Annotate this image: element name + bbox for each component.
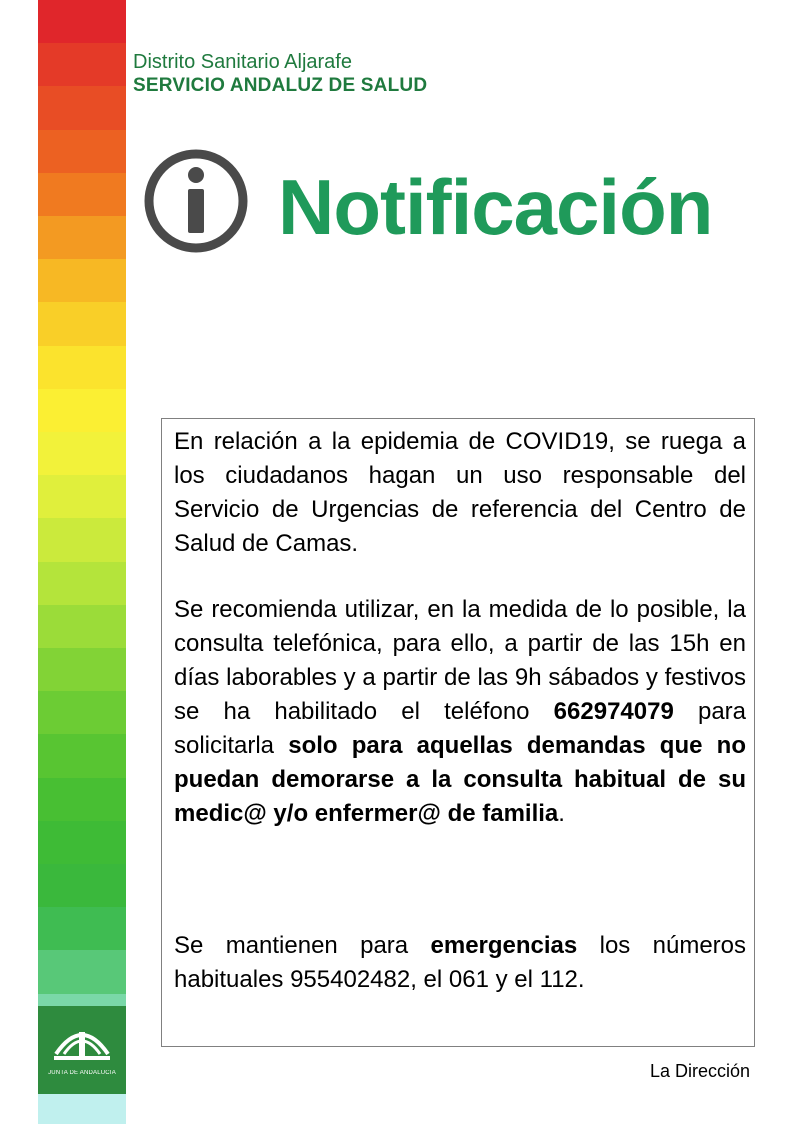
service-name: SERVICIO ANDALUZ DE SALUD xyxy=(133,75,428,96)
signature: La Dirección xyxy=(649,1061,750,1081)
notice-box xyxy=(161,418,755,1047)
stripe-band xyxy=(38,691,126,735)
stripe-band xyxy=(38,86,126,130)
stripe-band xyxy=(38,0,126,44)
stripe-band xyxy=(38,259,126,303)
p2-emphasis: solo para aquellas demandas que no puedan demorarse a la consulta habitual de su medic@ y/o enfermer@ de familia xyxy=(174,732,746,827)
stripe-band xyxy=(38,648,126,692)
header xyxy=(133,50,427,98)
p2-end: . xyxy=(558,800,565,827)
stripe-band xyxy=(38,346,126,390)
stripe-band xyxy=(38,518,126,562)
stripe-band xyxy=(38,173,126,217)
stripe-band xyxy=(38,605,126,649)
stripe-band xyxy=(38,432,126,476)
p2-text-2: para solicitarla xyxy=(174,698,747,759)
logo-text: JUNTA DE ANDALUCIA xyxy=(48,1070,116,1076)
stripe-band xyxy=(38,734,126,778)
phone-number: 662974079 xyxy=(553,698,674,725)
page-title: Notificación xyxy=(278,163,713,251)
notice-paragraph-2 xyxy=(174,593,746,831)
stripe-band xyxy=(38,216,126,260)
notice-paragraph-1: En relación a la epidemia de COVID19, se ruega a los ciudadanos hagan un uso responsable del Servicio de Urgencias de referencia del Centro de Salud de Camas. xyxy=(174,428,746,557)
district-name: Distrito Sanitario Aljarafe xyxy=(133,51,352,73)
color-stripe xyxy=(38,0,126,1123)
stripe-band xyxy=(38,562,126,606)
junta-de-andalucia-logo-icon xyxy=(38,1006,126,1070)
stripe-band xyxy=(38,475,126,519)
stripe-band xyxy=(38,821,126,865)
p2-text: Se recomienda utilizar, en la medida de lo posible, la consulta telefónica, para ello, a partir de las 15h en días laborables y a partir de las 9h sábados y festivos se ha habilitado el teléfono xyxy=(174,596,746,725)
stripe-band xyxy=(38,778,126,822)
stripe-band xyxy=(38,950,126,994)
stripe-band xyxy=(38,43,126,87)
stripe-band xyxy=(38,389,126,433)
p3-text-2: los números habituales 955402482, el 061 y el 112. xyxy=(174,932,746,993)
stripe-band xyxy=(38,130,126,174)
junta-logo xyxy=(38,1006,126,1094)
p3-text: Se mantienen para xyxy=(174,932,431,959)
stripe-band xyxy=(38,907,126,951)
stripe-band xyxy=(38,864,126,908)
emergency-word: emergencias xyxy=(430,932,578,959)
stripe-band xyxy=(38,302,126,346)
notice-paragraph-3 xyxy=(174,929,746,997)
info-icon xyxy=(143,148,249,254)
